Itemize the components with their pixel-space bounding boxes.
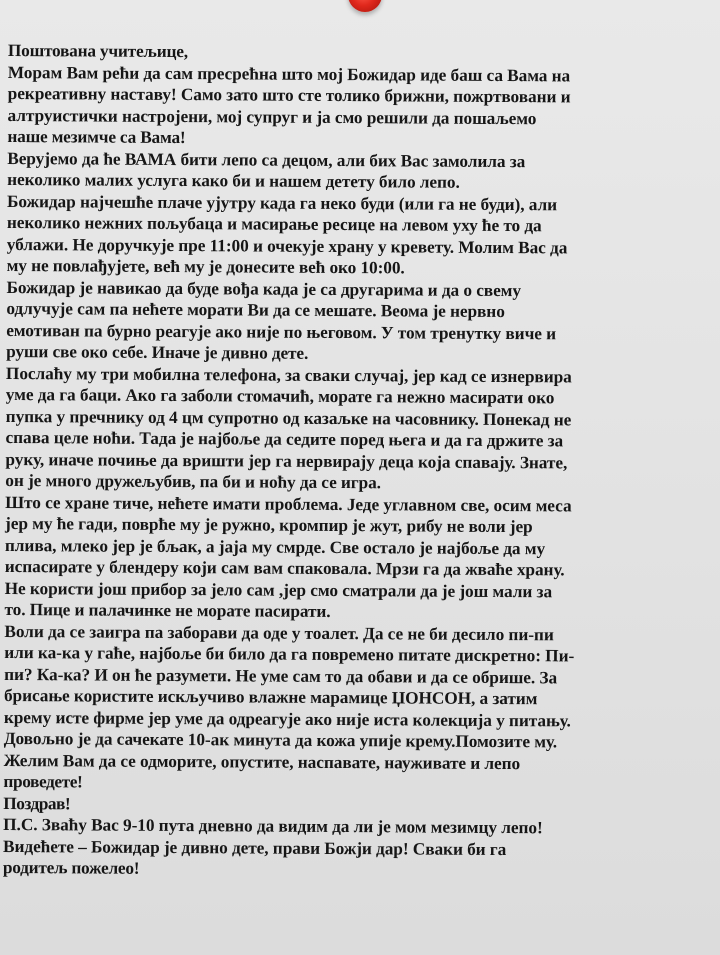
letter-line: Послаћу му три мобилна телефона, за сваки случај, јер кад се изнервира bbox=[5, 363, 572, 386]
letter-line: крему исте фирме јер уме да одреагује ако није иста колекција у питању. bbox=[3, 707, 571, 730]
letter-line: испасирате у блендеру који сам вам спаковала. Мрзи га да жваће храну. bbox=[4, 556, 565, 580]
letter-line: родитељ пожелео! bbox=[2, 857, 140, 878]
letter-line: Не користи још прибор за јело сам ,јер смо сматрали да је још мали за bbox=[4, 578, 553, 601]
letter-line: Воли да се заигра па заборави да оде у тоалет. Да се не би десило пи-пи bbox=[4, 621, 554, 644]
letter-line: Верујемо да ће ВАМА бити лепо са децом, али бих Вас замолила за bbox=[7, 148, 526, 171]
letter-line: одлучује сам па нећете морати Ви да се мешате. Веома је нервно bbox=[6, 298, 505, 322]
letter-line: руши све око себе. Иначе је дивно дете. bbox=[6, 341, 309, 363]
letter-line: Поздрав! bbox=[3, 793, 71, 813]
letter-line: плива, млеко јер је бљак, а јаја му смрде. Све остало је најбоље да му bbox=[4, 535, 546, 558]
letter-line: Поштована учитељице, bbox=[7, 40, 188, 62]
letter-line: неколико нежних пољубаца и масирање ресице на левом уху ће то да bbox=[6, 212, 542, 236]
letter-line: рекреативну наставу! Само зато што сте толико брижни, пожртвовани и bbox=[7, 83, 571, 107]
letter-line: алтруистички настројени, мој супруг и ја смо решили да пошаљемо bbox=[7, 105, 537, 128]
letter-line: пи? Ка-ка? И он ће разумети. Не уме сам то да обави и да се обрише. За bbox=[4, 664, 558, 687]
letter-line: јер му ће гади, поврће му је ружно, кромпир је жут, рибу не воли јер bbox=[4, 513, 533, 537]
letter-line: спава целе ноћи. Тада је најбоље да седите поред њега и да га држите за bbox=[5, 427, 564, 451]
letter-line: Морам Вам рећи да сам пресрећна што мој Божидар иде баш са Вама на bbox=[7, 62, 571, 85]
letter-line: Божидар најчешће плаче ујутру када га неко буди (или га не буди), али bbox=[6, 191, 558, 214]
letter-line: пупка у пречнику од 4 цм супротно од казаљке на часовнику. Понекад не bbox=[5, 406, 572, 429]
letter-line: Видећете – Божидар је дивно дете, прави Божји дар! Сваки би га bbox=[3, 836, 507, 859]
letter-line: руку, иначе почиње да вришти јер га нервирају деца која спавају. Знате, bbox=[5, 449, 568, 472]
letter-line: он је много дружељубив, па би и ноћу да се игра. bbox=[5, 470, 381, 493]
red-pushpin-icon bbox=[348, 0, 382, 12]
letter-line: проведете! bbox=[3, 771, 83, 792]
letter-line: уме да га баци. Ако га заболи стомачић, морате га нежно масирати око bbox=[5, 384, 555, 408]
letter-line: наше мезимче са Вама! bbox=[7, 126, 186, 148]
letter-line: ублажи. Не доручкује пре 11:00 и очекује храну у кревету. Молим Вас да bbox=[6, 234, 568, 257]
letter-text bbox=[3, 40, 716, 883]
letter-line: емотиван па бурно реагује ако није по његовом. У том тренутку виче и bbox=[6, 320, 557, 343]
letter-line: Довољно је да сачекате 10-ак минута да кожа упије крему.Помозите му. bbox=[3, 728, 558, 752]
letter-line: Божидар је навикао да буде вођа када је са другарима и да о свему bbox=[6, 277, 522, 300]
letter-line: неколико малих услуга како би и нашем детету било лепо. bbox=[7, 169, 460, 192]
letter-line: му не повлађујете, већ му је донесите већ око 10:00. bbox=[6, 255, 405, 278]
letter-line: или ка-ка у гаће, најбоље би било да га повремено питате дискретно: Пи- bbox=[4, 642, 575, 666]
letter-line: Што се хране тиче, нећете имати проблема. Једе углавном све, осим меса bbox=[5, 492, 572, 515]
letter-line: то. Пице и палачинке не морате пасирати. bbox=[4, 599, 331, 621]
letter-line: брисање користите искључиво влажне марамице ЏОНСОН, а затим bbox=[3, 685, 538, 709]
letter-line: Желим Вам да се одморите, опустите, наспавате, науживате и лепо bbox=[3, 750, 521, 773]
letter-line: П.С. Зваћу Вас 9-10 пута дневно да видим да ли је мом мезимцу лепо! bbox=[3, 814, 543, 838]
